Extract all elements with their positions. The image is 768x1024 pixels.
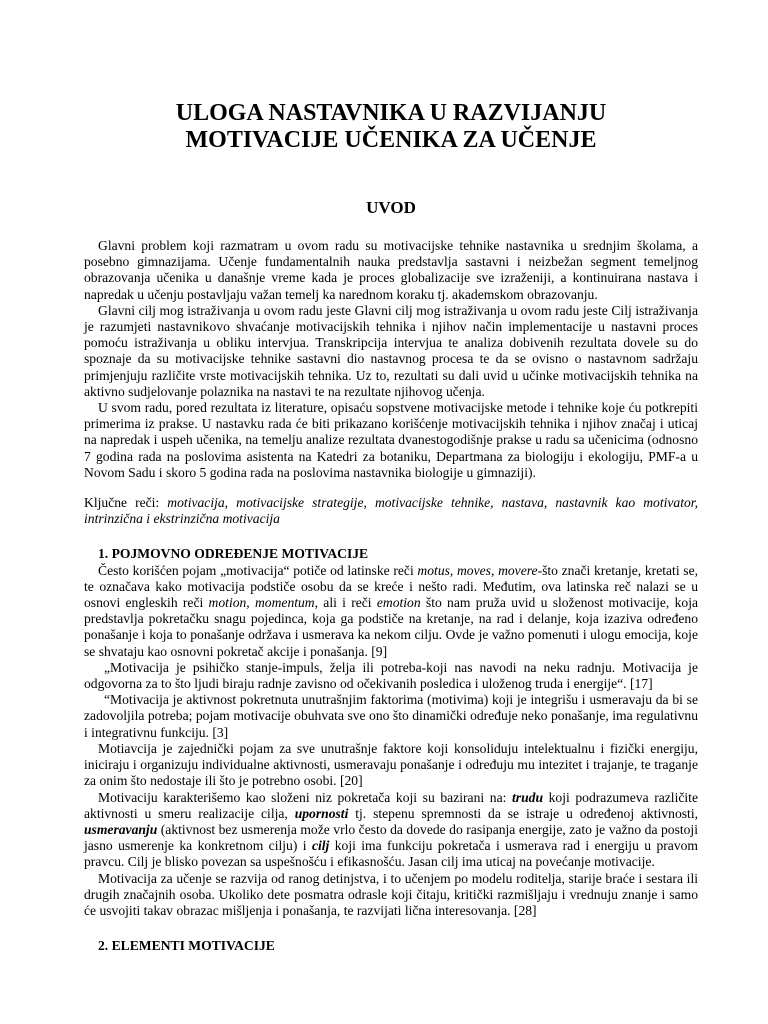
document-title bbox=[84, 100, 698, 154]
title-line-2: MOTIVACIJE UČENIKA ZA UČENJE bbox=[185, 127, 597, 153]
title-line-1: ULOGA NASTAVNIKA U RAZVIJANJU bbox=[175, 100, 607, 126]
keywords-text: motivacija, motivacijske strategije, motivacijske tehnike, nastava, nastavnik kao motivator, intrinzična i ekstrinzična motivacija bbox=[84, 495, 698, 527]
section-1-heading: 1. POJMOVNO ODREĐENJE MOTIVACIJE bbox=[98, 546, 369, 562]
section-1-quote: „Motivacija je psihičko stanje-impuls, želja ili potreba-koji nas navodi na neku radnju. Motivacija je odgovorna za to što ljudi biraju radnje zavisno od očekivanih posledica i uloženog truda i energije“. [17] bbox=[84, 659, 698, 692]
section-2-heading: 2. ELEMENTI MOTIVACIJE bbox=[98, 938, 275, 954]
keywords bbox=[84, 495, 698, 527]
keywords-label: Ključne reči: bbox=[84, 495, 168, 511]
section-1-paragraph: Motivaciju karakterišemo kao složeni niz pokretača koji su bazirani na: trudu koji podrazumeva različite aktivnosti u smeru realizacije cilja, upornosti tj. stepenu spremnosti da se istraje u određenoj aktivnosti, usmeravanju (aktivnost bez usmerenja može vrlo često da dovede do rasipanja energije, zato je važno da postoji jasno usmerenje ka konkretnom cilju) i cilj koji ima funkciju pokretača i usmerava rad i energiju u pravom pravcu. Cilj je blisko povezan sa uspešnošću i efikasnošću. Jasan cilj ima uticaj na povećanje motivacije. bbox=[84, 789, 699, 870]
section-1-paragraph: Motiavcija je zajednički pojam za sve unutrašnje faktore koji konsoliduju intelektualnu i fizički energiju, iniciraju i organizuju individualne aktivnosti, usmeravaju ponašanje i određuju mu intezitet i trajanje, te traganje za onim što nedostaje ili što je potrebno osobi. [20] bbox=[84, 740, 698, 789]
section-1-paragraph: Često korišćen pojam „motivacija“ potiče od latinske reči motus, moves, movere-što znači kretanje, kretati se, te označava kako motivacija podstiče osobu da se kreće i nešto radi. Međutim, ova latinska reč nalazi se u osnovi engleskih reči motion, momentum, ali i reči emotion što nam pruža uvid u složenost motivacije, koja predstavlja pokretačku snagu pojedinca, koja ga podstiče na kretanje, na rad i delanje, koja izaziva određeno ponašanje i koja to ponašanje održava i usmerava ka nekom cilju. Ovde je važno pomenuti i ulogu emocija, koje se shvataju kao osnovni pokretač akcije i ponašanja. [9] bbox=[84, 562, 699, 659]
section-1-paragraph: Motivacija za učenje se razvija od ranog detinjstva, i to učenjem po modelu roditelja, starije braće i sestara ili drugih značajnih osoba. Ukoliko dete posmatra odrasle koji čitaju, kritički razmišljaju i vrednuju znanje i samo će usvojiti takav obrazac mišljenja i ponašanja, te razvijati lična interesovanja. [28] bbox=[84, 870, 698, 918]
intro-paragraph: Glavni problem koji razmatram u ovom radu su motivacijske tehnike nastavnika u srednjim školama, a posebno gimnazijama. Učenje fundamentalnih nauka predstavlja sastavni i neizbežan segment temeljnog obrazovanja učenika u današnje vreme kada je proces globalizacije sve izraženiji, a kontinuirana nastava i napredak u učenju postavljaju važan temelj ka narednom koraku tj. akademskom obrazovanju. bbox=[84, 238, 698, 302]
intro-paragraph: U svom radu, pored rezultata iz literature, opisaću sopstvene motivacijske metode i tehnike koje ću potkrepiti primerima iz prakse. U nastavku rada će biti prikazano korišćenje motivacijskih tehnika i njihov značaj i uticaj na napredak i uspeh učenika, na temelju analize rezultata dvanestogodišnje prakse u radu sa učenicima (odnosno 7 godina rada na poslovima asistenta na Katedri za botaniku, Departmana za biologiju i ekologiju, PMF-a u Novom Sadu i skoro 5 godina rada na poslovima nastavnika biologije u gimnaziji). bbox=[84, 400, 698, 480]
intro-heading: UVOD bbox=[366, 198, 416, 217]
document-body bbox=[84, 238, 698, 954]
section-1-quote: “Motivacija je aktivnost pokretnuta unutrašnjim faktorima (motivima) koji je integrišu i usmeravaju da bi se zadovoljila potreba; pojam motivacije obuhvata sve ono što dinamički određuje neko ponašanje, ima regulativnu i integrativnu funkciju. [3] bbox=[84, 692, 698, 740]
intro-paragraph: Glavni cilj mog istraživanja u ovom radu jeste Glavni cilj mog istraživanja u ovom radu jeste Cilj istraživanja je razumjeti nastavnikovo shvaćanje motivacijskih tehnika i njihov način implementacije u nastavni proces pomoću istraživanja u obliku intervjua. Transkripcija intervjua te analiza dobivenih rezultata dovele su do spoznaje da su motivacijske tehnike sastavni dio nastavnog procesa te da se ovisno o nastavnom sadržaju primjenjuju različite vrste motivacijskih tehnika. Uz to, rezultati su dali uvid u učinke motivacijskih tehnika na aktivno sudjelovanje polaznika na nastavi te na rezultate njihovog učenja. bbox=[84, 302, 698, 399]
